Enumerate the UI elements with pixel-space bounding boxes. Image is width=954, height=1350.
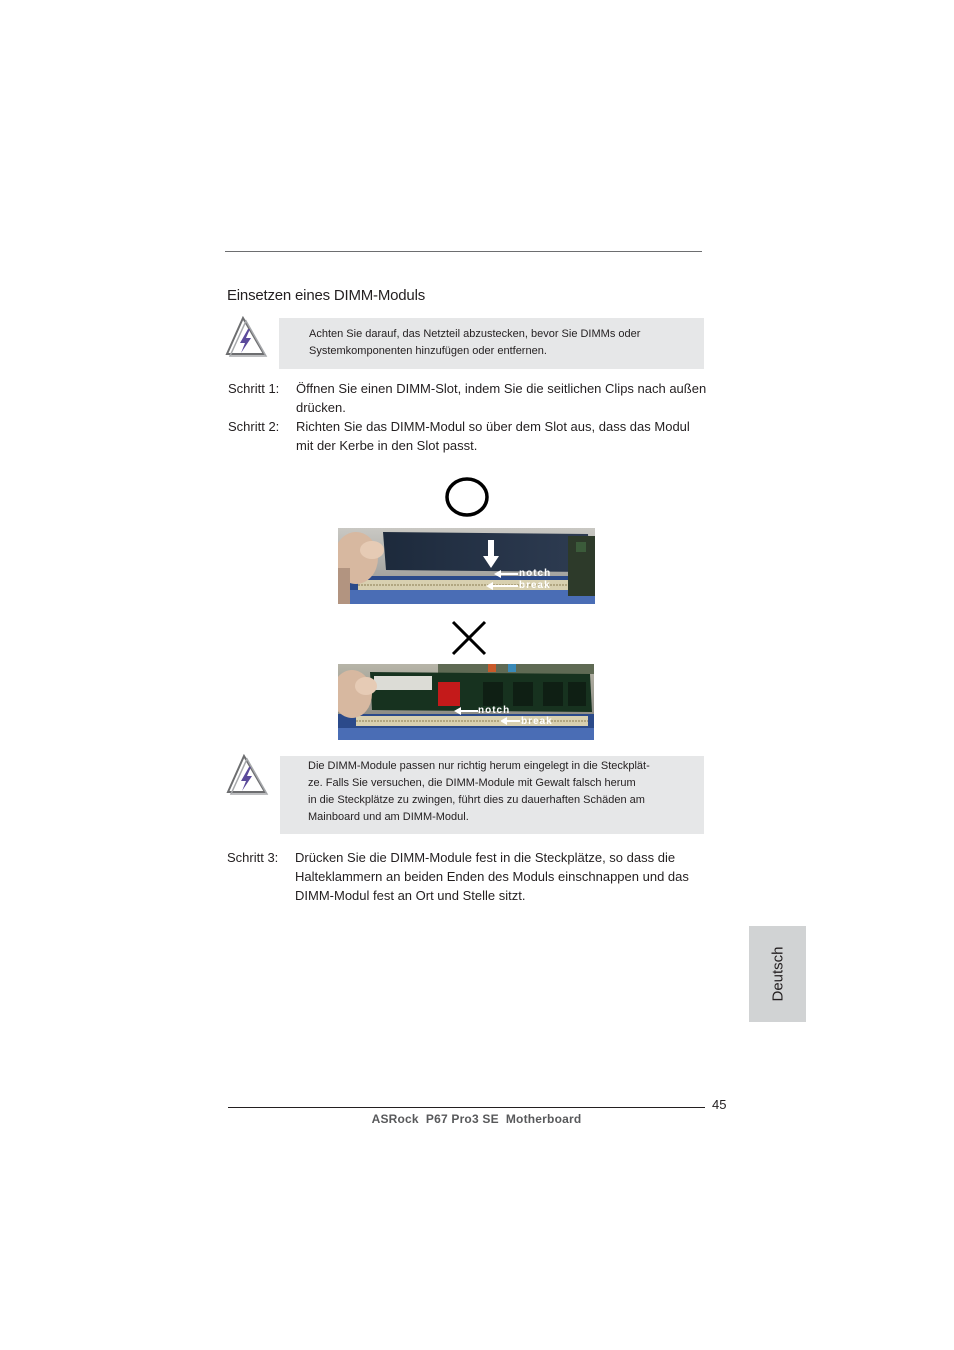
orientation-warning-text bbox=[308, 758, 693, 826]
note-line: Die DIMM-Module passen nur richtig herum eingelegt in die Steckplät- bbox=[308, 760, 650, 772]
warning-triangle-icon bbox=[224, 316, 268, 358]
step-label: Schritt 3: bbox=[227, 850, 279, 865]
step-line: drücken. bbox=[296, 400, 346, 415]
note-line: in die Steckplätze zu zwingen, führt dies zu dauerhaften Schäden am bbox=[308, 794, 645, 806]
notch-label: notch bbox=[478, 705, 511, 716]
language-tab-label: Deutsch bbox=[769, 946, 786, 1002]
note-line: Mainboard und am DIMM-Modul. bbox=[308, 811, 469, 823]
step-text bbox=[296, 379, 706, 417]
page-number: 45 bbox=[712, 1097, 727, 1112]
step-line: Öffnen Sie einen DIMM-Slot, indem Sie die seitlichen Clips nach außen bbox=[296, 381, 707, 396]
top-rule bbox=[225, 251, 702, 252]
orientation-warning-note bbox=[280, 756, 704, 834]
dimm-wrong-photo bbox=[338, 664, 594, 740]
circle-icon bbox=[444, 475, 490, 526]
power-warning-text bbox=[309, 326, 694, 360]
dimm-correct-photo bbox=[338, 528, 595, 604]
break-label: break bbox=[519, 580, 551, 591]
break-label: break bbox=[521, 716, 553, 727]
section-heading: Einsetzen eines DIMM-Moduls bbox=[227, 287, 426, 304]
step-text bbox=[295, 848, 705, 905]
step-label: Schritt 2: bbox=[228, 419, 280, 434]
step-label: Schritt 1: bbox=[228, 381, 280, 396]
footer-text bbox=[228, 1112, 725, 1126]
footer-label: ASRock P67 Pro3 SE Motherboard bbox=[371, 1112, 582, 1126]
step-line: DIMM-Modul fest an Ort und Stelle sitzt. bbox=[295, 888, 526, 903]
note-line: Achten Sie darauf, das Netzteil abzustecken, bevor Sie DIMMs oder bbox=[309, 328, 641, 340]
step-line: Halteklammern an beiden Enden des Moduls einschnappen und das bbox=[295, 869, 689, 884]
language-tab bbox=[749, 926, 806, 1022]
note-line: ze. Falls Sie versuchen, die DIMM-Module mit Gewalt falsch herum bbox=[308, 777, 636, 789]
cross-icon bbox=[450, 619, 488, 662]
step-line: Drücken Sie die DIMM-Module fest in die Steckplätze, so dass die bbox=[295, 850, 676, 865]
power-warning-note bbox=[279, 318, 704, 369]
warning-triangle-icon bbox=[225, 754, 269, 796]
notch-label: notch bbox=[519, 568, 552, 579]
note-line: Systemkomponenten hinzufügen oder entfernen. bbox=[309, 345, 547, 357]
step-text bbox=[296, 417, 706, 455]
step-line: Richten Sie das DIMM-Modul so über dem Slot aus, dass das Modul bbox=[296, 419, 690, 434]
footer-rule bbox=[228, 1107, 705, 1108]
step-line: mit der Kerbe in den Slot passt. bbox=[296, 438, 478, 453]
